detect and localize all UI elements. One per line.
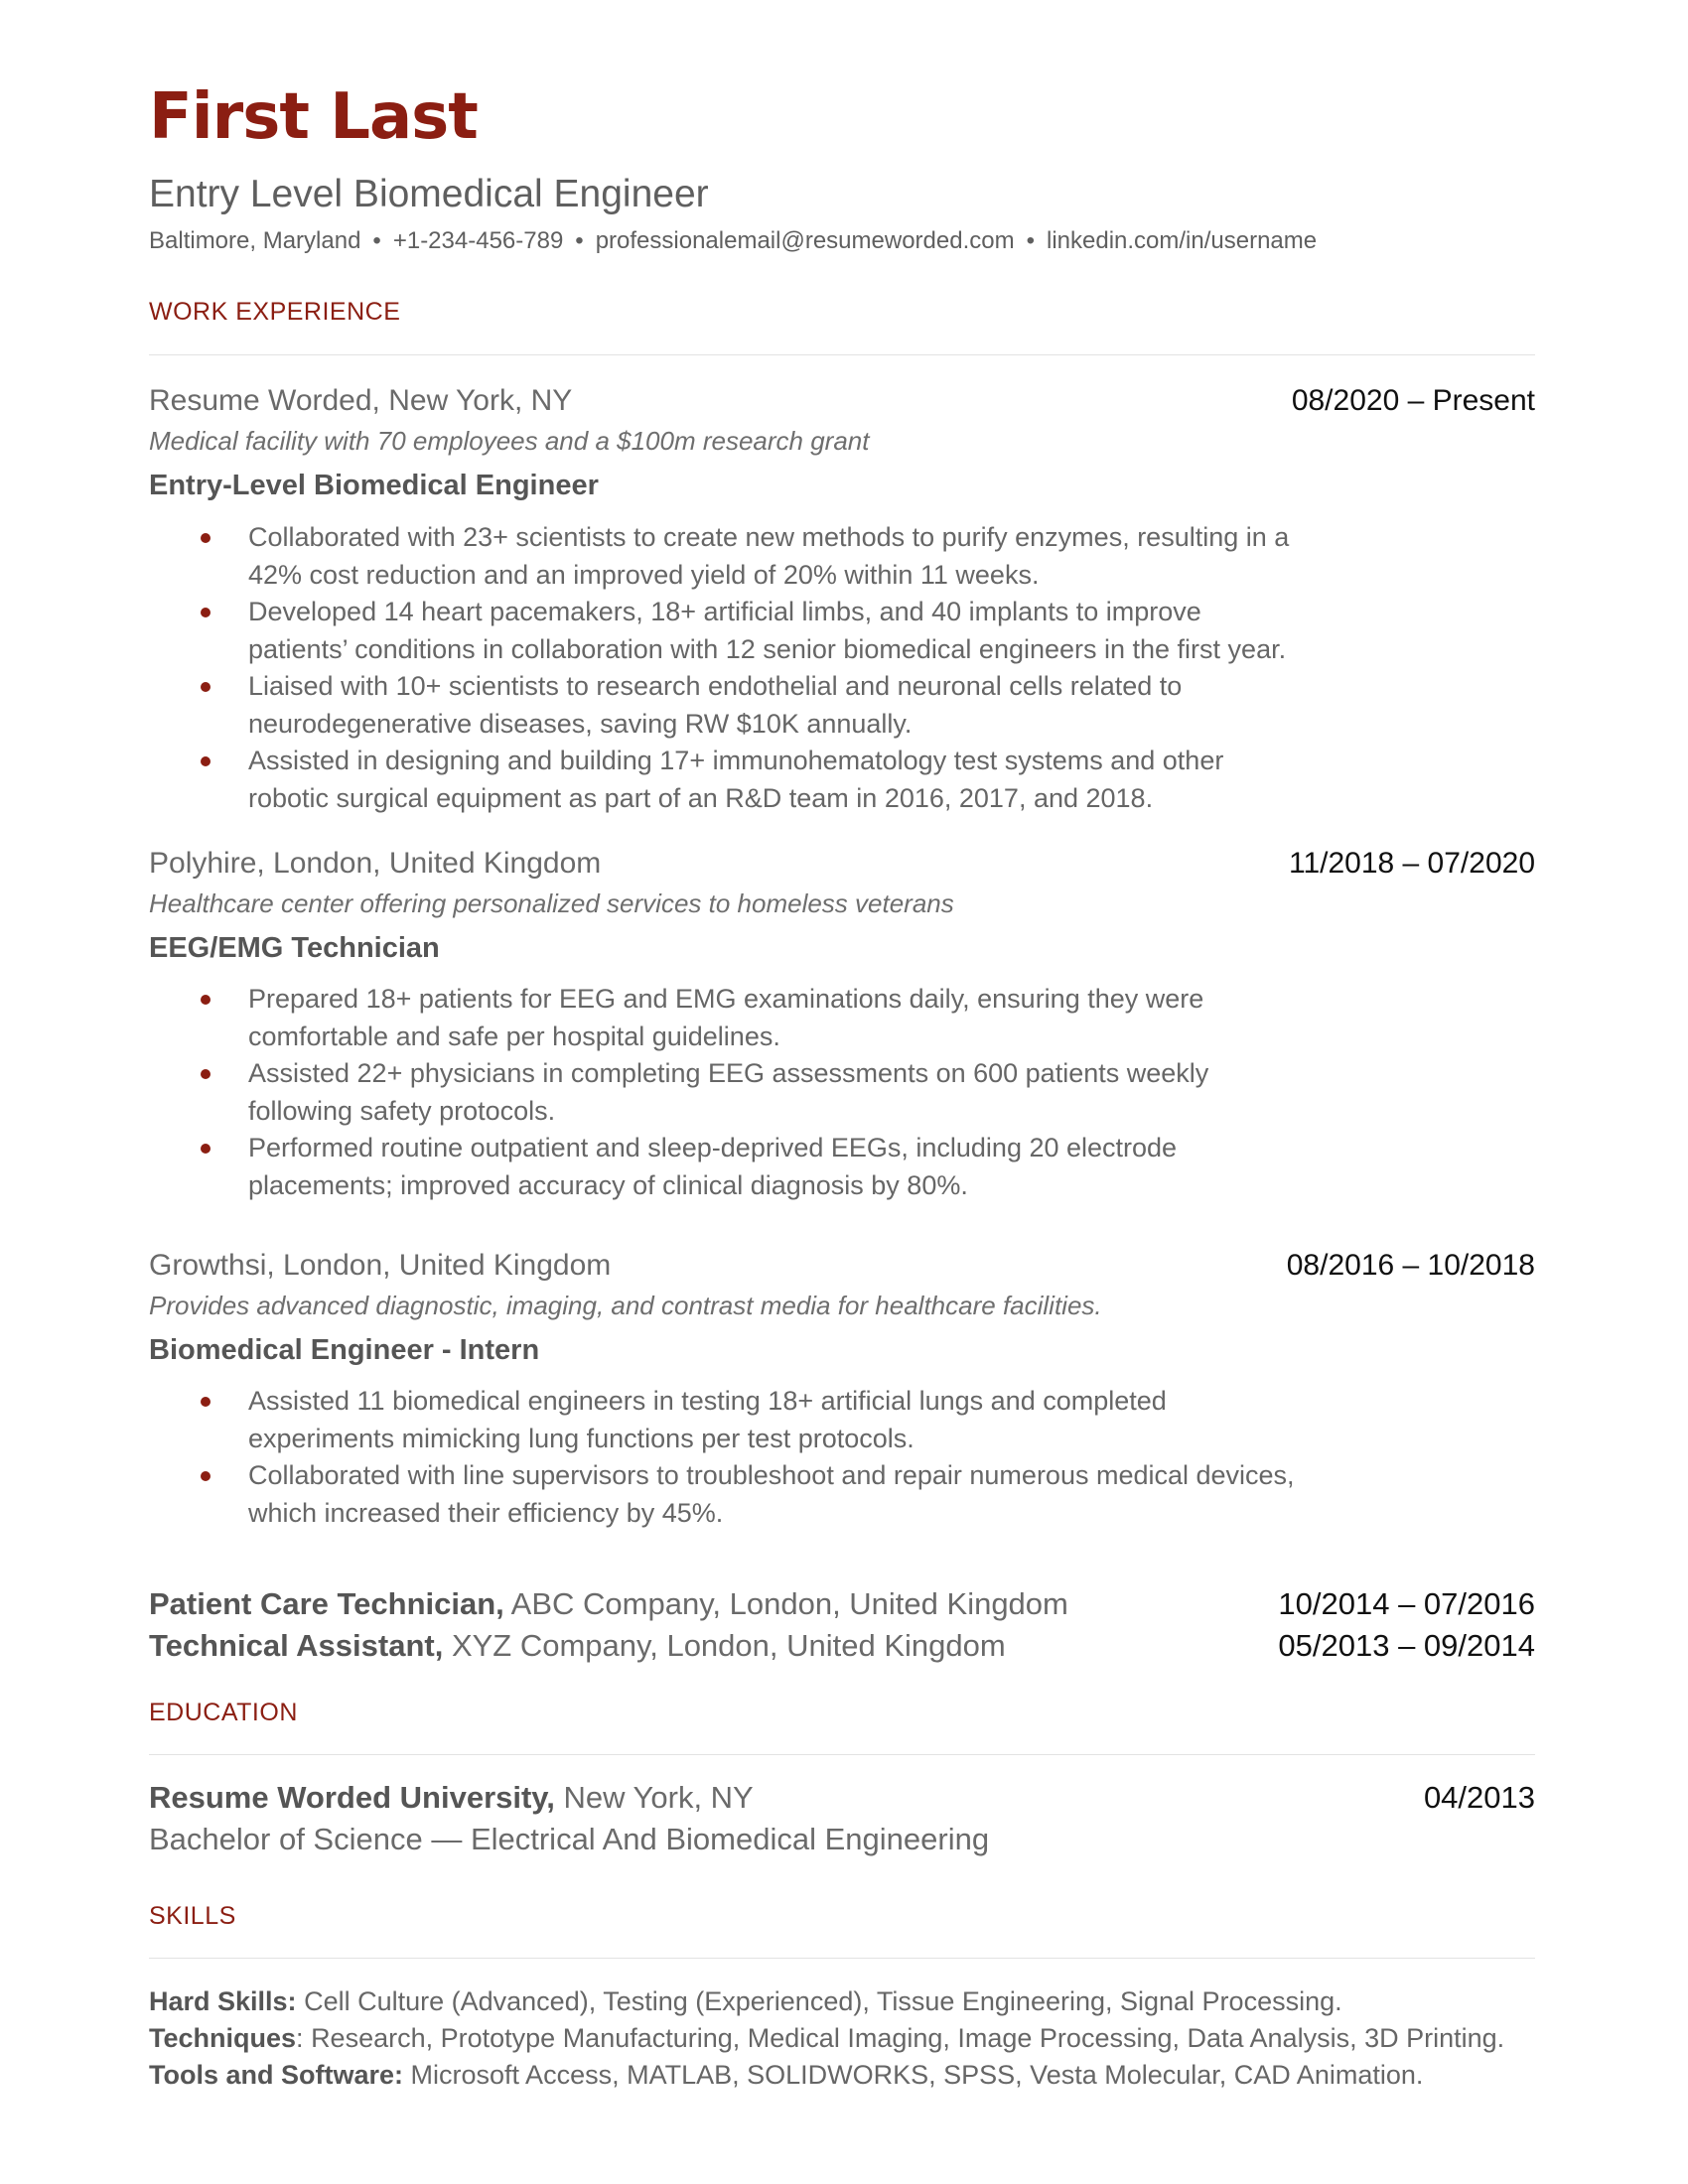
other-role-company: XYZ Company, London, United Kingdom (451, 1628, 1006, 1663)
job-bullets (149, 981, 1535, 1204)
job-description: Medical facility with 70 employees and a $100m research grant (149, 426, 870, 456)
bullet-icon (201, 756, 211, 766)
job-title: Biomedical Engineer - Intern (149, 1334, 540, 1366)
list-item: Developed 14 heart pacemakers, 18+ artificial limbs, and 40 implants to improve patients’ conditions in collaboration with 12 senior biomedical engineers in the first year. (149, 594, 1301, 668)
job-company (149, 1251, 1535, 1281)
skills-row (149, 1988, 1535, 2015)
skills-value: Microsoft Access, MATLAB, SOLIDWORKS, SPSS, Vesta Molecular, CAD Animation. (410, 2060, 1424, 2090)
education-degree: Bachelor of Science — Electrical And Biomedical Engineering (149, 1822, 990, 1856)
bullet-icon (201, 682, 211, 692)
list-item: Assisted 11 biomedical engineers in testing 18+ artificial lungs and completed experiments mimicking lung functions per test protocols. (149, 1383, 1301, 1457)
job-company-name: Growthsi, London, United Kingdom (149, 1249, 612, 1282)
contact-linkedin: linkedin.com/in/username (1046, 227, 1318, 254)
job-bullets (149, 519, 1535, 817)
contact-location: Baltimore, Maryland (149, 227, 361, 254)
skills-row (149, 2025, 1535, 2052)
bullet-icon (201, 1069, 211, 1079)
job-company (149, 849, 1535, 879)
section-title-work: WORK EXPERIENCE (149, 298, 401, 326)
section-divider (149, 1754, 1535, 1755)
other-role-title: Patient Care Technician, (149, 1586, 504, 1621)
candidate-headline: Entry Level Biomedical Engineer (149, 173, 709, 215)
skills-row (149, 2062, 1535, 2089)
bullet-icon (201, 533, 211, 543)
other-role-row (149, 1588, 1535, 1619)
bullet-icon (201, 1397, 211, 1407)
contact-separator: • (575, 227, 584, 254)
education-location: New York, NY (563, 1780, 754, 1815)
list-item: Assisted in designing and building 17+ immunohematology test systems and other robotic surgical equipment as part of an R&D team in 2016, 2017, and 2018. (149, 743, 1301, 817)
list-item: Collaborated with line supervisors to troubleshoot and repair numerous medical devices, which increased their efficiency by 45%. (149, 1457, 1301, 1532)
job-dates: 08/2016 – 10/2018 (1286, 1249, 1535, 1282)
section-title-education: EDUCATION (149, 1699, 298, 1726)
list-item: Liaised with 10+ scientists to research endothelial and neuronal cells related to neurodegenerative diseases, saving RW $10K annually. (149, 668, 1301, 743)
job-bullets (149, 1383, 1535, 1532)
job-dates: 08/2020 – Present (1291, 384, 1535, 417)
skills-value: Research, Prototype Manufacturing, Medical Imaging, Image Processing, Data Analysis, 3D Printing. (311, 2023, 1505, 2053)
job-company (149, 386, 1535, 416)
candidate-name: First Last (149, 80, 478, 154)
bullet-icon (201, 1144, 211, 1154)
bullet-icon (201, 608, 211, 617)
list-item: Assisted 22+ physicians in completing EEG assessments on 600 patients weekly following safety protocols. (149, 1055, 1301, 1130)
skills-label: Hard Skills: (149, 1986, 297, 2016)
job-title: Entry-Level Biomedical Engineer (149, 470, 599, 501)
list-item: Performed routine outpatient and sleep-deprived EEGs, including 20 electrode placements; improved accuracy of clinical diagnosis by 80%. (149, 1130, 1301, 1204)
education-row (149, 1782, 1535, 1813)
bullet-icon (201, 1471, 211, 1481)
section-divider (149, 1958, 1535, 1959)
education-school: Resume Worded University, (149, 1780, 555, 1815)
job-description: Provides advanced diagnostic, imaging, and contrast media for healthcare facilities. (149, 1291, 1102, 1320)
other-role-title: Technical Assistant, (149, 1628, 444, 1663)
skills-value: Cell Culture (Advanced), Testing (Experienced), Tissue Engineering, Signal Processing. (304, 1986, 1342, 2016)
job-company-name: Polyhire, London, United Kingdom (149, 847, 602, 880)
section-title-skills: SKILLS (149, 1902, 236, 1930)
job-dates: 11/2018 – 07/2020 (1288, 847, 1535, 880)
job-company-name: Resume Worded, New York, NY (149, 384, 573, 417)
skills-label: Tools and Software: (149, 2060, 404, 2090)
job-title: EEG/EMG Technician (149, 932, 440, 964)
education-date: 04/2013 (1423, 1780, 1535, 1815)
skills-suffix: : (296, 2023, 304, 2053)
contact-separator: • (372, 227, 381, 254)
bullet-icon (201, 995, 211, 1005)
other-role-row (149, 1630, 1535, 1661)
section-divider (149, 354, 1535, 355)
resume-page (149, 0, 1535, 2184)
skills-label: Techniques (149, 2023, 297, 2053)
contact-email: professionalemail@resumeworded.com (595, 227, 1015, 254)
other-role-dates: 10/2014 – 07/2016 (1278, 1586, 1535, 1621)
contact-phone: +1-234-456-789 (392, 227, 564, 254)
list-item: Prepared 18+ patients for EEG and EMG examinations daily, ensuring they were comfortable and safe per hospital guidelines. (149, 981, 1301, 1055)
contact-line (149, 229, 1317, 253)
job-description: Healthcare center offering personalized services to homeless veterans (149, 888, 954, 918)
other-role-company: ABC Company, London, United Kingdom (510, 1586, 1068, 1621)
contact-separator: • (1026, 227, 1035, 254)
other-role-dates: 05/2013 – 09/2014 (1278, 1628, 1535, 1663)
list-item: Collaborated with 23+ scientists to create new methods to purify enzymes, resulting in a 42% cost reduction and an improved yield of 20% within 11 weeks. (149, 519, 1301, 594)
